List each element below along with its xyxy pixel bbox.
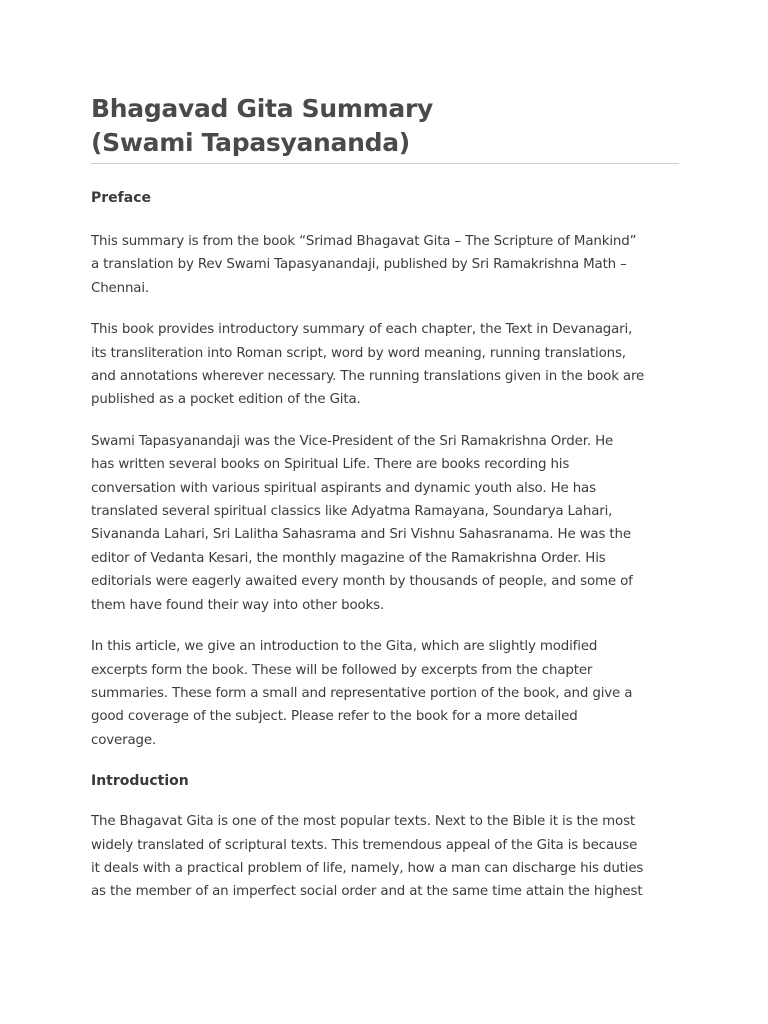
text-line: as the member of an imperfect social order and at the same time attain the highest — [91, 884, 643, 900]
text-line: conversation with various spiritual aspirants and dynamic youth also. He has — [91, 480, 596, 496]
text-line: excerpts form the book. These will be followed by excerpts from the chapter — [91, 662, 593, 678]
title-line: (Swami Tapasyananda) — [91, 128, 410, 157]
text-line: has written several books on Spiritual Life. There are books recording his — [91, 457, 570, 473]
preface-heading: Preface — [91, 190, 151, 206]
preface-paragraph-1 — [91, 230, 679, 300]
text-line: In this article, we give an introduction to the Gita, which are slightly modified — [91, 639, 598, 655]
text-line: Swami Tapasyanandaji was the Vice-President of the Sri Ramakrishna Order. He — [91, 433, 614, 449]
preface-paragraph-4 — [91, 635, 679, 752]
text-line: editor of Vedanta Kesari, the monthly magazine of the Ramakrishna Order. His — [91, 550, 606, 566]
preface-paragraph-3 — [91, 430, 679, 617]
text-line: and annotations wherever necessary. The running translations given in the book are — [91, 369, 645, 385]
text-line: a translation by Rev Swami Tapasyanandaji, published by Sri Ramakrishna Math – — [91, 257, 627, 273]
text-line: summaries. These form a small and representative portion of the book, and give a — [91, 685, 633, 701]
introduction-paragraph — [91, 810, 679, 904]
text-line: published as a pocket edition of the Gita. — [91, 392, 361, 408]
text-line: good coverage of the subject. Please refer to the book for a more detailed — [91, 709, 578, 725]
text-line: editorials were eagerly awaited every month by thousands of people, and some of — [91, 574, 633, 590]
text-line: Sivananda Lahari, Sri Lalitha Sahasrama and Sri Vishnu Sahasranama. He was the — [91, 527, 631, 543]
text-line: its transliteration into Roman script, word by word meaning, running translations, — [91, 345, 626, 361]
text-line: Chennai. — [91, 280, 150, 296]
text-line: them have found their way into other books. — [91, 597, 385, 613]
preface-paragraph-2 — [91, 318, 679, 412]
document-page — [91, 92, 679, 904]
text-line: translated several spiritual classics like Adyatma Ramayana, Soundarya Lahari, — [91, 504, 613, 520]
document-title — [91, 92, 679, 160]
text-line: This summary is from the book “Srimad Bhagavat Gita – The Scripture of Mankind” — [91, 234, 637, 249]
introduction-heading: Introduction — [91, 773, 189, 790]
text-line: it deals with a practical problem of life, namely, how a man can discharge his duties — [91, 860, 644, 876]
text-line: widely translated of scriptural texts. This tremendous appeal of the Gita is because — [91, 837, 638, 853]
text-line: This book provides introductory summary of each chapter, the Text in Devanagari, — [91, 322, 633, 338]
title-line: Bhagavad Gita Summary — [91, 94, 433, 123]
text-line: coverage. — [91, 732, 157, 748]
text-line: The Bhagavat Gita is one of the most popular texts. Next to the Bible it is the most — [91, 814, 636, 830]
